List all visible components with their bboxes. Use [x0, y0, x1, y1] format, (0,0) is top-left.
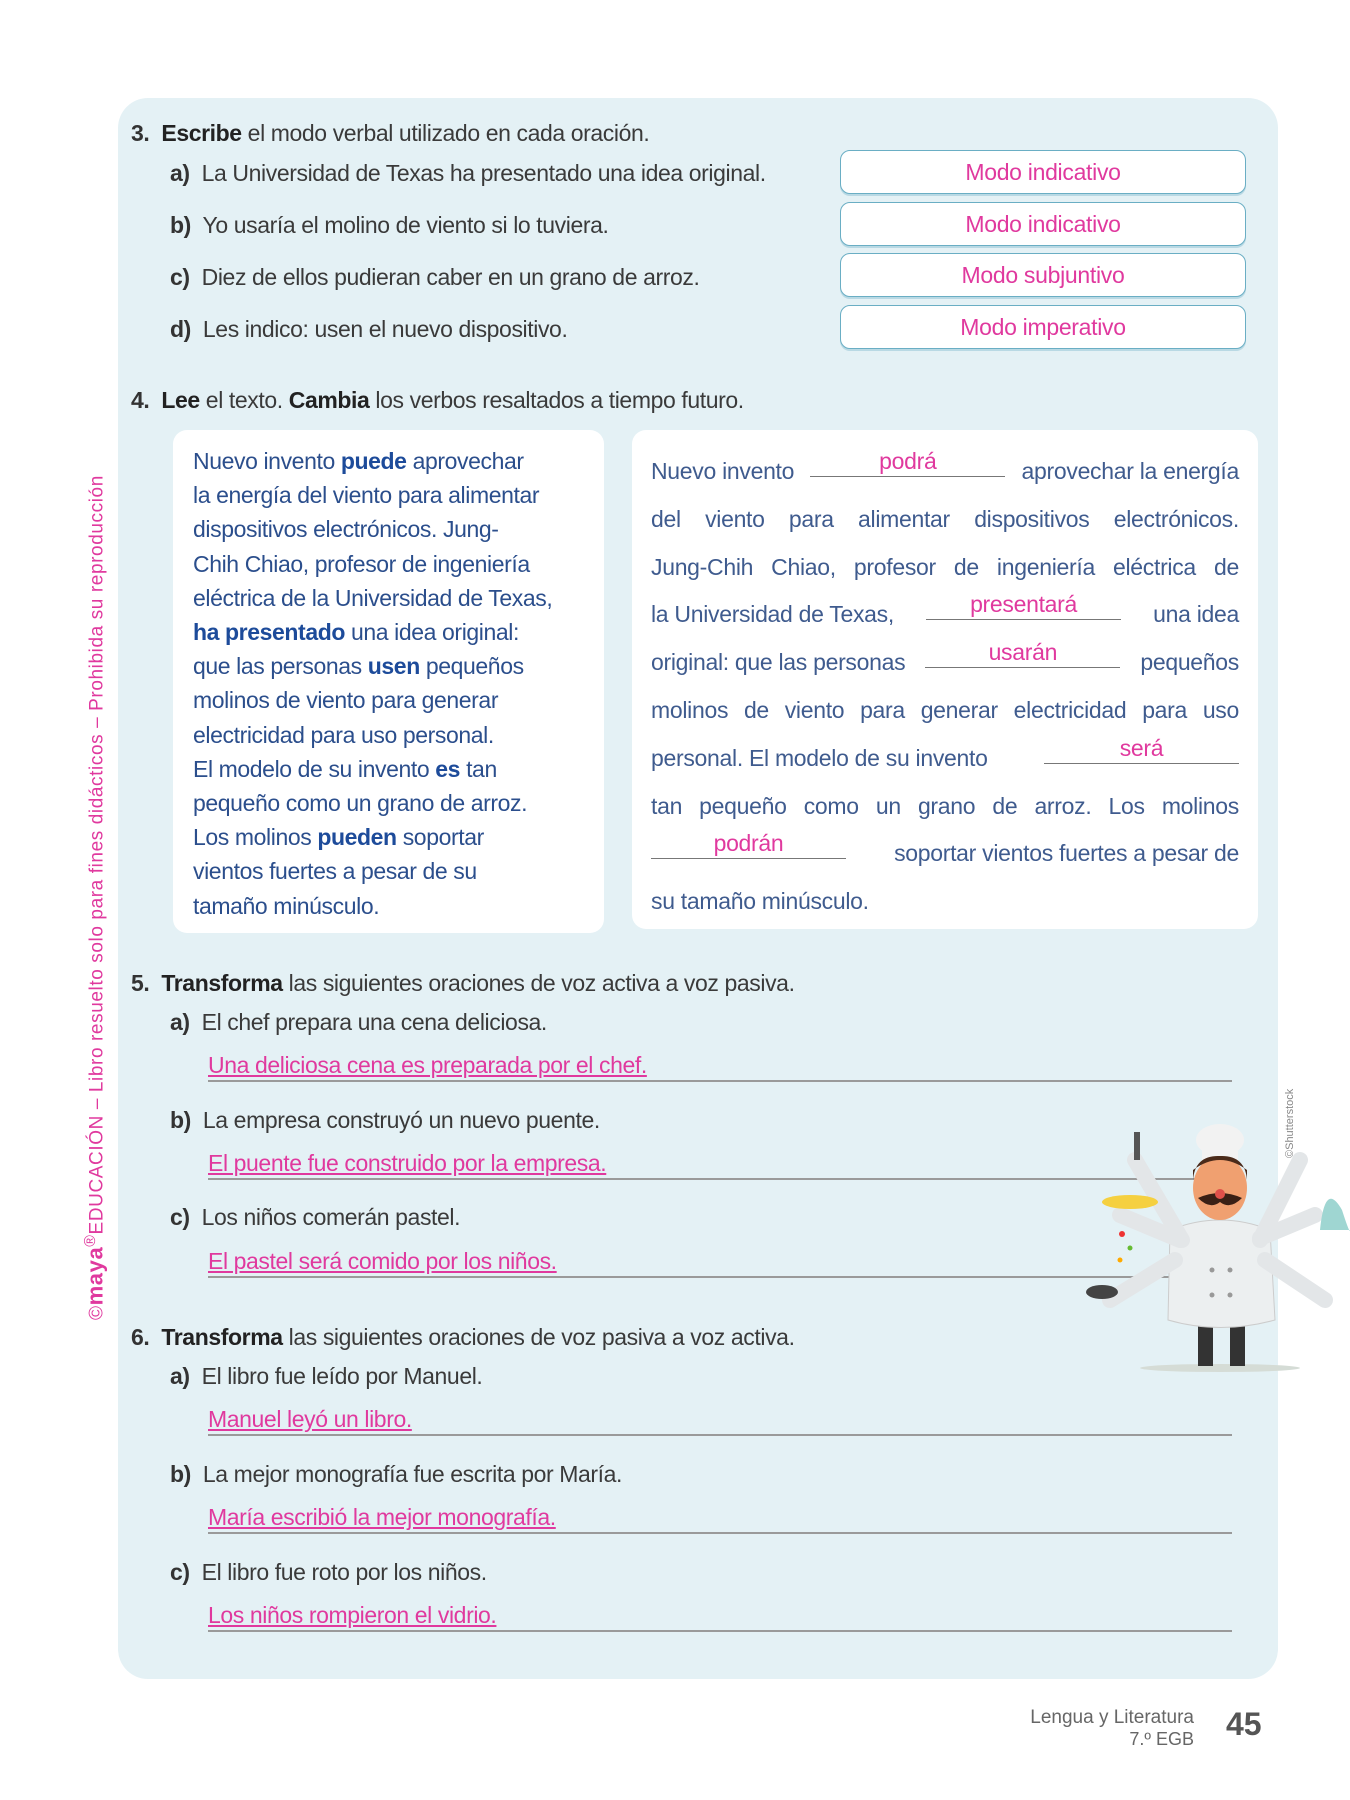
answer-text-word: como: [803, 792, 859, 819]
page-number: 45: [1226, 1706, 1262, 1742]
q3-item-b: b) Yo usaría el molino de viento si lo tuviera.: [170, 212, 609, 238]
footer-grade: 7.º EGB: [1129, 1729, 1194, 1749]
answer-text-word: generar: [920, 696, 998, 723]
answer-text-word: pequeño: [699, 792, 787, 819]
q5-answer-c[interactable]: El pastel será comido por los niños.: [208, 1248, 1232, 1278]
answer-text-word: para: [860, 696, 905, 723]
q4-heading: 4. Lee el texto. Cambia los verbos resaltados a tiempo futuro.: [131, 387, 744, 413]
answer-text-word: eléctrica: [1112, 553, 1196, 580]
q3-heading: 3. Escribe el modo verbal utilizado en cada oración.: [131, 120, 650, 146]
image-credit: ©Shutterstock: [1284, 1088, 1296, 1158]
answer-text-word: electricidad: [1013, 696, 1127, 723]
answer-text-word: de: [953, 553, 979, 580]
answer-text-word: Chiao,: [771, 553, 836, 580]
q6-heading: 6. Transforma las siguientes oraciones de voz pasiva a voz activa.: [131, 1324, 795, 1350]
q3-answer-b[interactable]: Modo indicativo: [840, 202, 1246, 246]
answer-text-word: Los: [1108, 792, 1145, 819]
answer-text-word: del: [651, 505, 681, 532]
q6-answer-b[interactable]: María escribió la mejor monografía.: [208, 1504, 1232, 1534]
answer-text-word: uso: [1202, 696, 1239, 723]
q5-item-b: b) La empresa construyó un nuevo puente.: [170, 1107, 600, 1133]
answer-text-word: electrónicos.: [1113, 505, 1239, 532]
answer-text-word: para: [788, 505, 834, 532]
answer-text-word: grano: [917, 792, 976, 819]
answer-text-word: de: [992, 792, 1018, 819]
copyright-notice: ©maya®EDUCACIÓN – Libro resuelto solo para fines didácticos – Prohibida su reproducción: [82, 475, 108, 1320]
q6-answer-a[interactable]: Manuel leyó un libro.: [208, 1406, 1232, 1436]
answer-text-word: arroz.: [1034, 792, 1092, 819]
answer-text-word: tan: [651, 792, 683, 819]
footer-subject: Lengua y Literatura: [1030, 1707, 1194, 1728]
answer-text-word: molinos: [1161, 792, 1239, 819]
q6-answer-c[interactable]: Los niños rompieron el vidrio.: [208, 1602, 1232, 1632]
blank-2[interactable]: presentará: [926, 591, 1121, 620]
blank-5[interactable]: podrán: [651, 830, 846, 859]
q3-item-d: d) Les indico: usen el nuevo dispositivo.: [170, 316, 568, 342]
q5-item-c: c) Los niños comerán pastel.: [170, 1204, 461, 1230]
q5-answer-b[interactable]: El puente fue construido por la empresa.: [208, 1150, 1232, 1180]
answer-text-word: para: [1142, 696, 1188, 723]
answer-text: Nuevo invento podrá aprovechar la energía del viento para alimentar dispositivos electrónicos. Jung-Chih Chiao, profesor de ingeniería eléctrica de la Universidad de Texas, presentará una idea original: que las personas usarán pequeños molinos de viento para generar electricidad para uso personal. El modelo de su invento será tan pequeño como un grano de arroz. Los molinos podrán soportar vientos fuertes a pesar de su tamaño minúsculo.: [651, 448, 1239, 915]
q3-item-a: a) La Universidad de Texas ha presentado una idea original.: [170, 160, 766, 186]
answer-text-word: un: [875, 792, 901, 819]
blank-4[interactable]: será: [1044, 735, 1239, 764]
answer-text-word: molinos: [651, 696, 729, 723]
chef-illustration: [1050, 1120, 1350, 1380]
answer-text-word: ingeniería: [996, 553, 1095, 580]
answer-text-word: viento: [784, 696, 845, 723]
answer-text-word: profesor: [853, 553, 936, 580]
q3-answer-c[interactable]: Modo subjuntivo: [840, 253, 1246, 297]
q5-item-a: a) El chef prepara una cena deliciosa.: [170, 1009, 547, 1035]
answer-text-word: Jung-Chih: [651, 553, 754, 580]
q5-answer-a[interactable]: Una deliciosa cena es preparada por el chef.: [208, 1052, 1232, 1082]
q6-item-c: c) El libro fue roto por los niños.: [170, 1559, 487, 1585]
answer-text-word: dispositivos: [974, 505, 1090, 532]
q3-answer-d[interactable]: Modo imperativo: [840, 305, 1246, 349]
answer-text-word: de: [743, 696, 769, 723]
blank-1[interactable]: podrá: [810, 448, 1005, 477]
answer-text-word: alimentar: [858, 505, 950, 532]
q6-item-a: a) El libro fue leído por Manuel.: [170, 1363, 483, 1389]
source-text: Nuevo invento puede aprovechar la energía del viento para alimentar dispositivos electrónicos. Jung- Chih Chiao, profesor de ingeniería eléctrica de la Universidad de Texas, ha presentado una idea original: que las personas usen pequeños molinos de viento para generar electricidad para uso personal. El modelo de su invento es tan pequeño como un grano de arroz. Los molinos pueden soportar vientos fuertes a pesar de su tamaño minúsculo.: [193, 448, 553, 919]
q5-heading: 5. Transforma las siguientes oraciones de voz activa a voz pasiva.: [131, 970, 795, 996]
answer-text-word: viento: [705, 505, 765, 532]
q6-item-b: b) La mejor monografía fue escrita por María.: [170, 1461, 623, 1487]
answer-text-word: de: [1213, 553, 1239, 580]
maya-logo: maya: [82, 1246, 108, 1306]
q3-answer-a[interactable]: Modo indicativo: [840, 150, 1246, 194]
blank-3[interactable]: usarán: [925, 639, 1120, 668]
q3-item-c: c) Diez de ellos pudieran caber en un grano de arroz.: [170, 264, 700, 290]
